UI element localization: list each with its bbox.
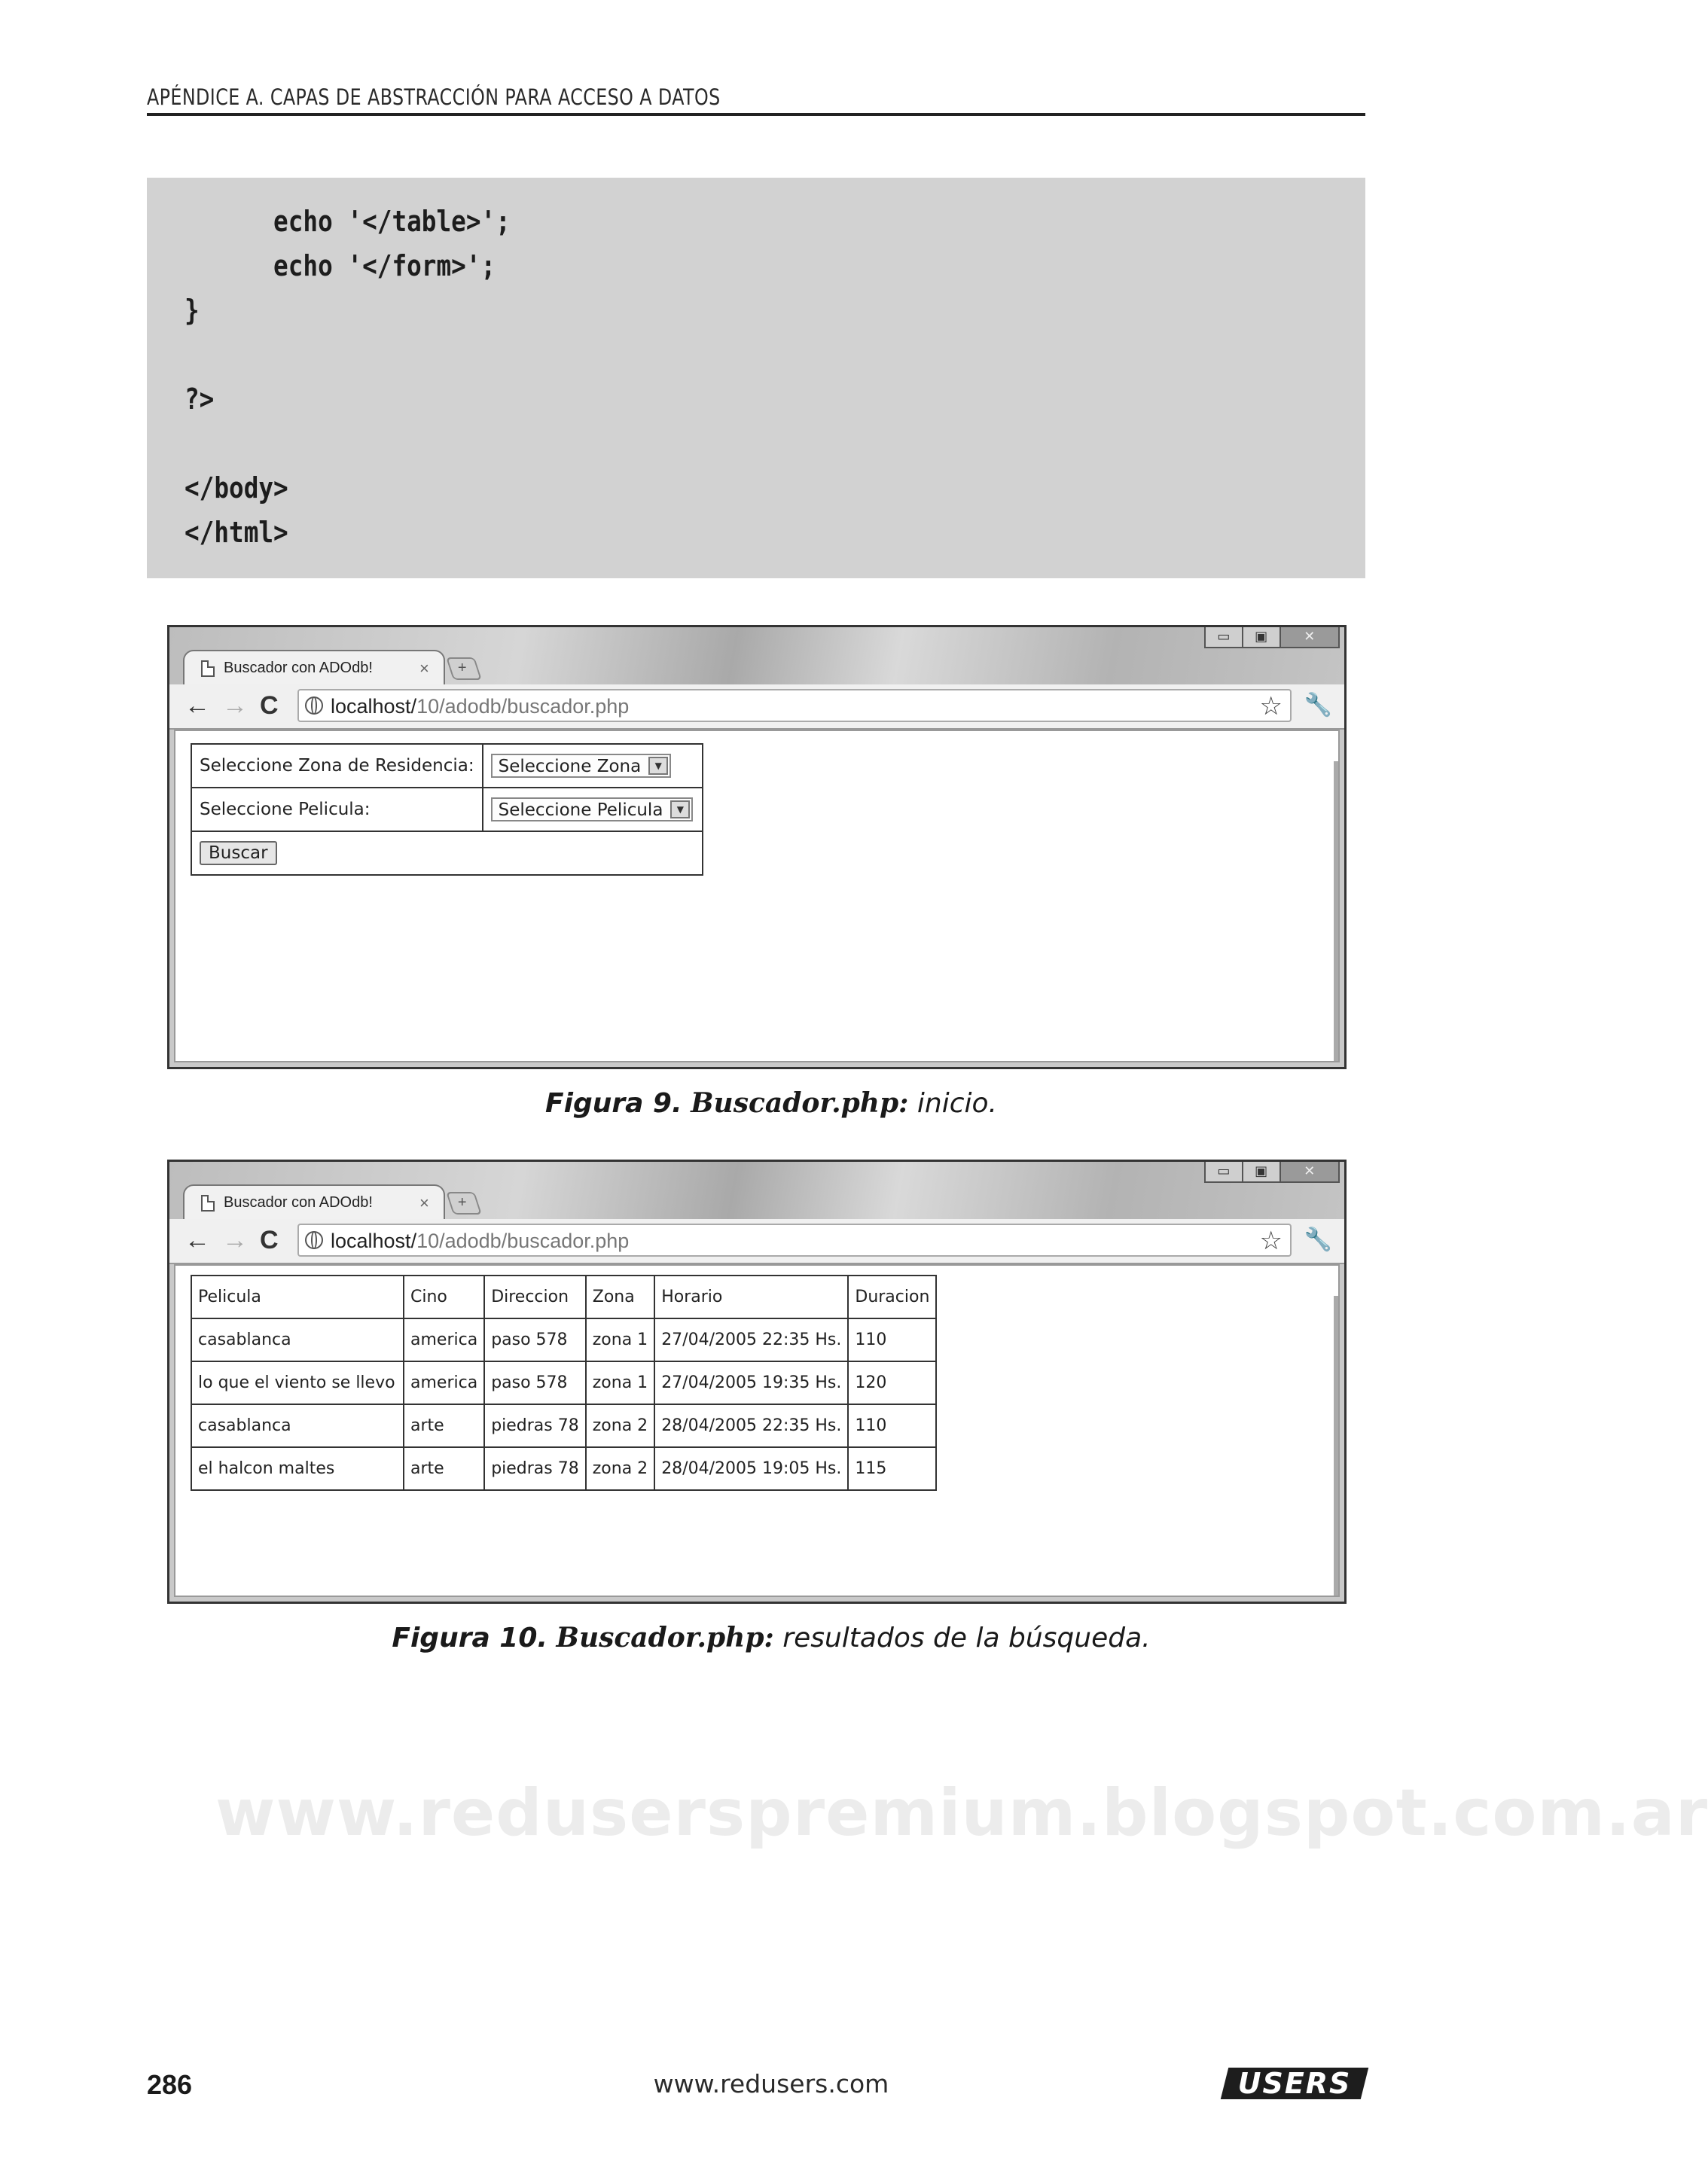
close-window-button[interactable]: ✕ xyxy=(1279,627,1338,647)
movie-label: Seleccione Pelicula: xyxy=(191,788,483,831)
back-arrow-icon[interactable]: ← xyxy=(185,1226,210,1254)
search-button[interactable]: Buscar xyxy=(200,841,277,865)
code-line: </body> xyxy=(185,471,288,504)
title-bar xyxy=(169,627,1344,684)
back-arrow-icon[interactable]: ← xyxy=(185,691,210,720)
table-cell: lo que el viento se llevo xyxy=(191,1361,404,1404)
browser-tab[interactable] xyxy=(183,650,445,687)
wrench-icon[interactable]: 🔧 xyxy=(1304,693,1332,718)
tab-title: Buscador con ADOdb! xyxy=(224,660,373,676)
table-cell: el halcon maltes xyxy=(191,1447,404,1490)
table-cell: zona 2 xyxy=(586,1404,654,1447)
title-bar xyxy=(169,1162,1344,1219)
movie-select[interactable]: Seleccione Pelicula ▼ xyxy=(491,797,694,821)
page-icon xyxy=(201,1195,215,1212)
chapter-title: APÉNDICE A. CAPAS DE ABSTRACCIÓN PARA ACCESO A DATOS xyxy=(147,84,721,110)
zone-select[interactable]: Seleccione Zona ▼ xyxy=(491,754,672,778)
minimize-button[interactable]: ▭ xyxy=(1206,627,1242,647)
column-header: Horario xyxy=(654,1276,848,1318)
globe-icon xyxy=(305,696,323,715)
reload-icon[interactable]: C xyxy=(260,691,279,720)
table-cell: casablanca xyxy=(191,1404,404,1447)
code-line: echo '</form>'; xyxy=(185,249,496,282)
reload-icon[interactable]: C xyxy=(260,1226,279,1254)
page-viewport xyxy=(174,1264,1340,1597)
close-window-button[interactable]: ✕ xyxy=(1279,1162,1338,1181)
page-viewport xyxy=(174,730,1340,1062)
scrollbar[interactable] xyxy=(1334,1296,1338,1596)
table-cell: 120 xyxy=(848,1361,936,1404)
column-header: Pelicula xyxy=(191,1276,404,1318)
table-cell: 110 xyxy=(848,1318,936,1361)
address-bar[interactable] xyxy=(297,689,1292,722)
code-line: </html> xyxy=(185,516,288,549)
table-header-row xyxy=(191,1276,936,1318)
bookmark-star-icon[interactable]: ☆ xyxy=(1259,1227,1283,1255)
column-header: Direccion xyxy=(484,1276,586,1318)
url-text: localhost/10/adodb/buscador.php xyxy=(331,1230,630,1252)
navigation-toolbar xyxy=(169,1219,1344,1264)
zone-label: Seleccione Zona de Residencia: xyxy=(191,744,483,788)
bookmark-star-icon[interactable]: ☆ xyxy=(1259,692,1283,721)
forward-arrow-icon[interactable]: → xyxy=(222,1226,248,1254)
table-cell: paso 578 xyxy=(484,1318,586,1361)
table-cell: 28/04/2005 19:05 Hs. xyxy=(654,1447,848,1490)
table-cell: 27/04/2005 19:35 Hs. xyxy=(654,1361,848,1404)
plus-icon: + xyxy=(457,660,467,676)
window-controls xyxy=(1204,1162,1340,1183)
table-cell: america xyxy=(404,1318,484,1361)
forward-arrow-icon[interactable]: → xyxy=(222,691,248,720)
table-cell: arte xyxy=(404,1447,484,1490)
table-cell: casablanca xyxy=(191,1318,404,1361)
browser-window-figure-9 xyxy=(167,625,1347,1069)
url-text: localhost/10/adodb/buscador.php xyxy=(331,695,630,718)
table-cell: zona 1 xyxy=(586,1318,654,1361)
table-cell: america xyxy=(404,1361,484,1404)
code-line: echo '</table>'; xyxy=(185,205,511,238)
table-cell: arte xyxy=(404,1404,484,1447)
code-line: ?> xyxy=(185,383,215,416)
scrollbar[interactable] xyxy=(1334,761,1338,1061)
table-cell: 28/04/2005 22:35 Hs. xyxy=(654,1404,848,1447)
column-header: Zona xyxy=(586,1276,654,1318)
dropdown-arrow-icon: ▼ xyxy=(670,800,690,818)
browser-tab[interactable] xyxy=(183,1184,445,1222)
table-row xyxy=(191,1404,936,1447)
browser-window-figure-10 xyxy=(167,1160,1347,1604)
footer-url: www.redusers.com xyxy=(653,2069,889,2099)
code-line: } xyxy=(185,294,200,327)
column-header: Duracion xyxy=(848,1276,936,1318)
table-row xyxy=(191,1318,936,1361)
maximize-button[interactable]: ▣ xyxy=(1242,1162,1279,1181)
minimize-button[interactable]: ▭ xyxy=(1206,1162,1242,1181)
table-cell: zona 1 xyxy=(586,1361,654,1404)
search-form-table xyxy=(191,743,703,876)
tab-title: Buscador con ADOdb! xyxy=(224,1194,373,1211)
table-row xyxy=(191,1361,936,1404)
plus-icon: + xyxy=(457,1194,467,1211)
table-cell: piedras 78 xyxy=(484,1404,586,1447)
figure-9-caption: Figura 9. Buscador.php: inicio. xyxy=(545,1087,997,1119)
table-cell: paso 578 xyxy=(484,1361,586,1404)
page-icon xyxy=(201,660,215,677)
address-bar[interactable] xyxy=(297,1224,1292,1257)
figure-10-caption: Figura 10. Buscador.php: resultados de la búsqueda. xyxy=(392,1622,1151,1654)
new-tab-button[interactable] xyxy=(446,1192,482,1215)
table-row xyxy=(191,1447,936,1490)
tab-close-icon[interactable]: × xyxy=(419,1193,429,1212)
table-cell: 110 xyxy=(848,1404,936,1447)
new-tab-button[interactable] xyxy=(446,657,482,680)
code-listing xyxy=(147,178,1365,578)
table-cell: 115 xyxy=(848,1447,936,1490)
table-cell: piedras 78 xyxy=(484,1447,586,1490)
dropdown-arrow-icon: ▼ xyxy=(648,757,668,775)
users-logo: USERS xyxy=(1221,2068,1368,2099)
results-table xyxy=(191,1275,937,1491)
watermark: www.reduserspremium.blogspot.com.ar xyxy=(215,1775,1708,1851)
wrench-icon[interactable]: 🔧 xyxy=(1304,1227,1332,1252)
running-header xyxy=(147,78,1365,116)
navigation-toolbar xyxy=(169,684,1344,730)
window-controls xyxy=(1204,627,1340,648)
globe-icon xyxy=(305,1231,323,1249)
maximize-button[interactable]: ▣ xyxy=(1242,627,1279,647)
table-cell: zona 2 xyxy=(586,1447,654,1490)
table-cell: 27/04/2005 22:35 Hs. xyxy=(654,1318,848,1361)
column-header: Cino xyxy=(404,1276,484,1318)
page-number: 286 xyxy=(147,2069,193,2100)
tab-close-icon[interactable]: × xyxy=(419,659,429,678)
